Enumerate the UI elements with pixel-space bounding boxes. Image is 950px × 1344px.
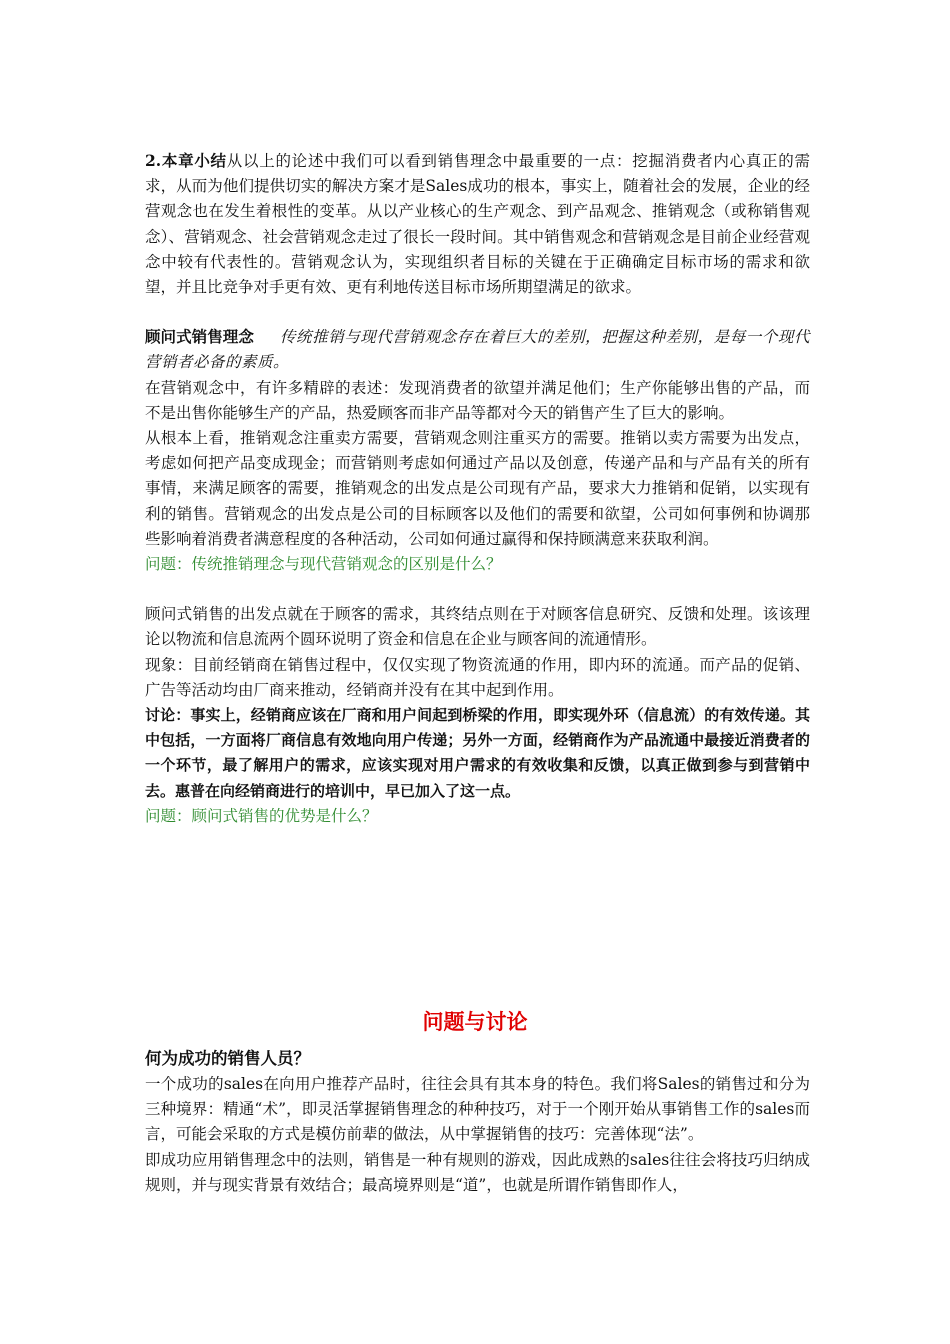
consultative-label: 顾问式销售理念 xyxy=(145,328,254,347)
consultative-intro-paragraph xyxy=(145,325,810,375)
spacer xyxy=(145,577,810,602)
consultative-intro: 传统推销与现代营销观念存在着巨大的差别，把握这种差别，是每一个现代营销者必备的素质。 xyxy=(145,328,810,372)
consultative-para4: 现象：目前经销商在销售过程中，仅仅实现了物资流通的作用，即内环的流通。而产品的促销、广告等活动均由厂商来推动，经销商并没有在其中起到作用。 xyxy=(145,655,810,699)
question-1: 问题：传统推销理念与现代营销观念的区别是什么？ xyxy=(145,555,502,574)
section-para2: 即成功应用销售理念中的法则，销售是一种有规则的游戏，因此成熟的sales往往会将技巧归纳成规则，并与现实背景有效结合；最高境界则是“道”，也就是所谓作销售即作人， xyxy=(145,1150,810,1194)
consultative-para1: 在营销观念中，有许多精辟的表述：发现消费者的欲望并满足他们；生产你能够出售的产品，而不是出售你能够生产的产品，热爱顾客而非产品等都对今天的销售产生了巨大的影响。 xyxy=(145,378,810,422)
section-title: 问题与讨论 xyxy=(422,1010,528,1034)
spacer xyxy=(145,300,810,325)
summary-text: 从以上的论述中我们可以看到销售理念中最重要的一点：挖掘消费者内心真正的需求，从而为他们提供切实的解决方案才是Sales成功的根本，事实上，随着社会的发展，企业的经营观念也在发生着根性的变革。从以产业核心的生产观念、到产品观念、推销观念（或称销售观念）、营销观念、社会营销观念走过了很长一段时间。其中销售观念和营销观念是目前企业经营观念中较有代表性的。营销观念认为，实现组织者目标的关键在于正确确定目标市场的需求和欲望，并且比竞争对手更有效、更有利地传送目标市场所期望满足的欲求。 xyxy=(145,152,810,297)
section-body xyxy=(145,1046,810,1198)
question-2: 问题：顾问式销售的优势是什么？ xyxy=(145,806,378,825)
section-heading: 何为成功的销售人员？ xyxy=(145,1049,310,1068)
discussion-paragraph: 讨论：事实上，经销商应该在厂商和用户间起到桥梁的作用，即实现外环（信息流）的有效传递。其中包括，一方面将厂商信息有效地向用户传递；另外一方面，经销商作为产品流通中最接近消费者的一个环节，最了解用户的需求，应该实现对用户需求的有效收集和反馈，以真正做到参与到营销中去。惠普在向经销商进行的培训中，早已加入了这一点。 xyxy=(145,706,810,800)
summary-paragraph xyxy=(145,148,810,300)
section-para1: 一个成功的sales在向用户推荐产品时，往往会具有其本身的特色。我们将Sales的销售过和分为三种境界：精通“术”，即灵活掌握销售理念的种种技巧，对于一个刚开始从事销售工作的sales而言，可能会采取的方式是模仿前辈的做法，从中掌握销售的技巧：完善体现“法”。 xyxy=(145,1075,810,1144)
document-body xyxy=(145,148,810,829)
consultative-para2: 从根本上看，推销观念注重卖方需要，营销观念则注重买方的需要。推销以卖方需要为出发点，考虑如何把产品变成现金；而营销则考虑如何通过产品以及创意，传递产品和与产品有关的所有事情，来满足顾客的需要，推销观念的出发点是公司现有产品，要求大力推销和促销，以实现有利的销售。营销观念的出发点是公司的目标顾客以及他们的需要和欲望，公司如何事例和协调那些影响着消费者满意程度的各种活动，公司如何通过赢得和保持顾满意来获取利润。 xyxy=(145,429,810,548)
summary-label: 2.本章小结 xyxy=(145,151,227,170)
consultative-para3: 顾问式销售的出发点就在于顾客的需求，其终结点则在于对顾客信息研究、反馈和处理。该该理论以物流和信息流两个圆环说明了资金和信息在企业与顾客间的流通情形。 xyxy=(145,605,810,649)
